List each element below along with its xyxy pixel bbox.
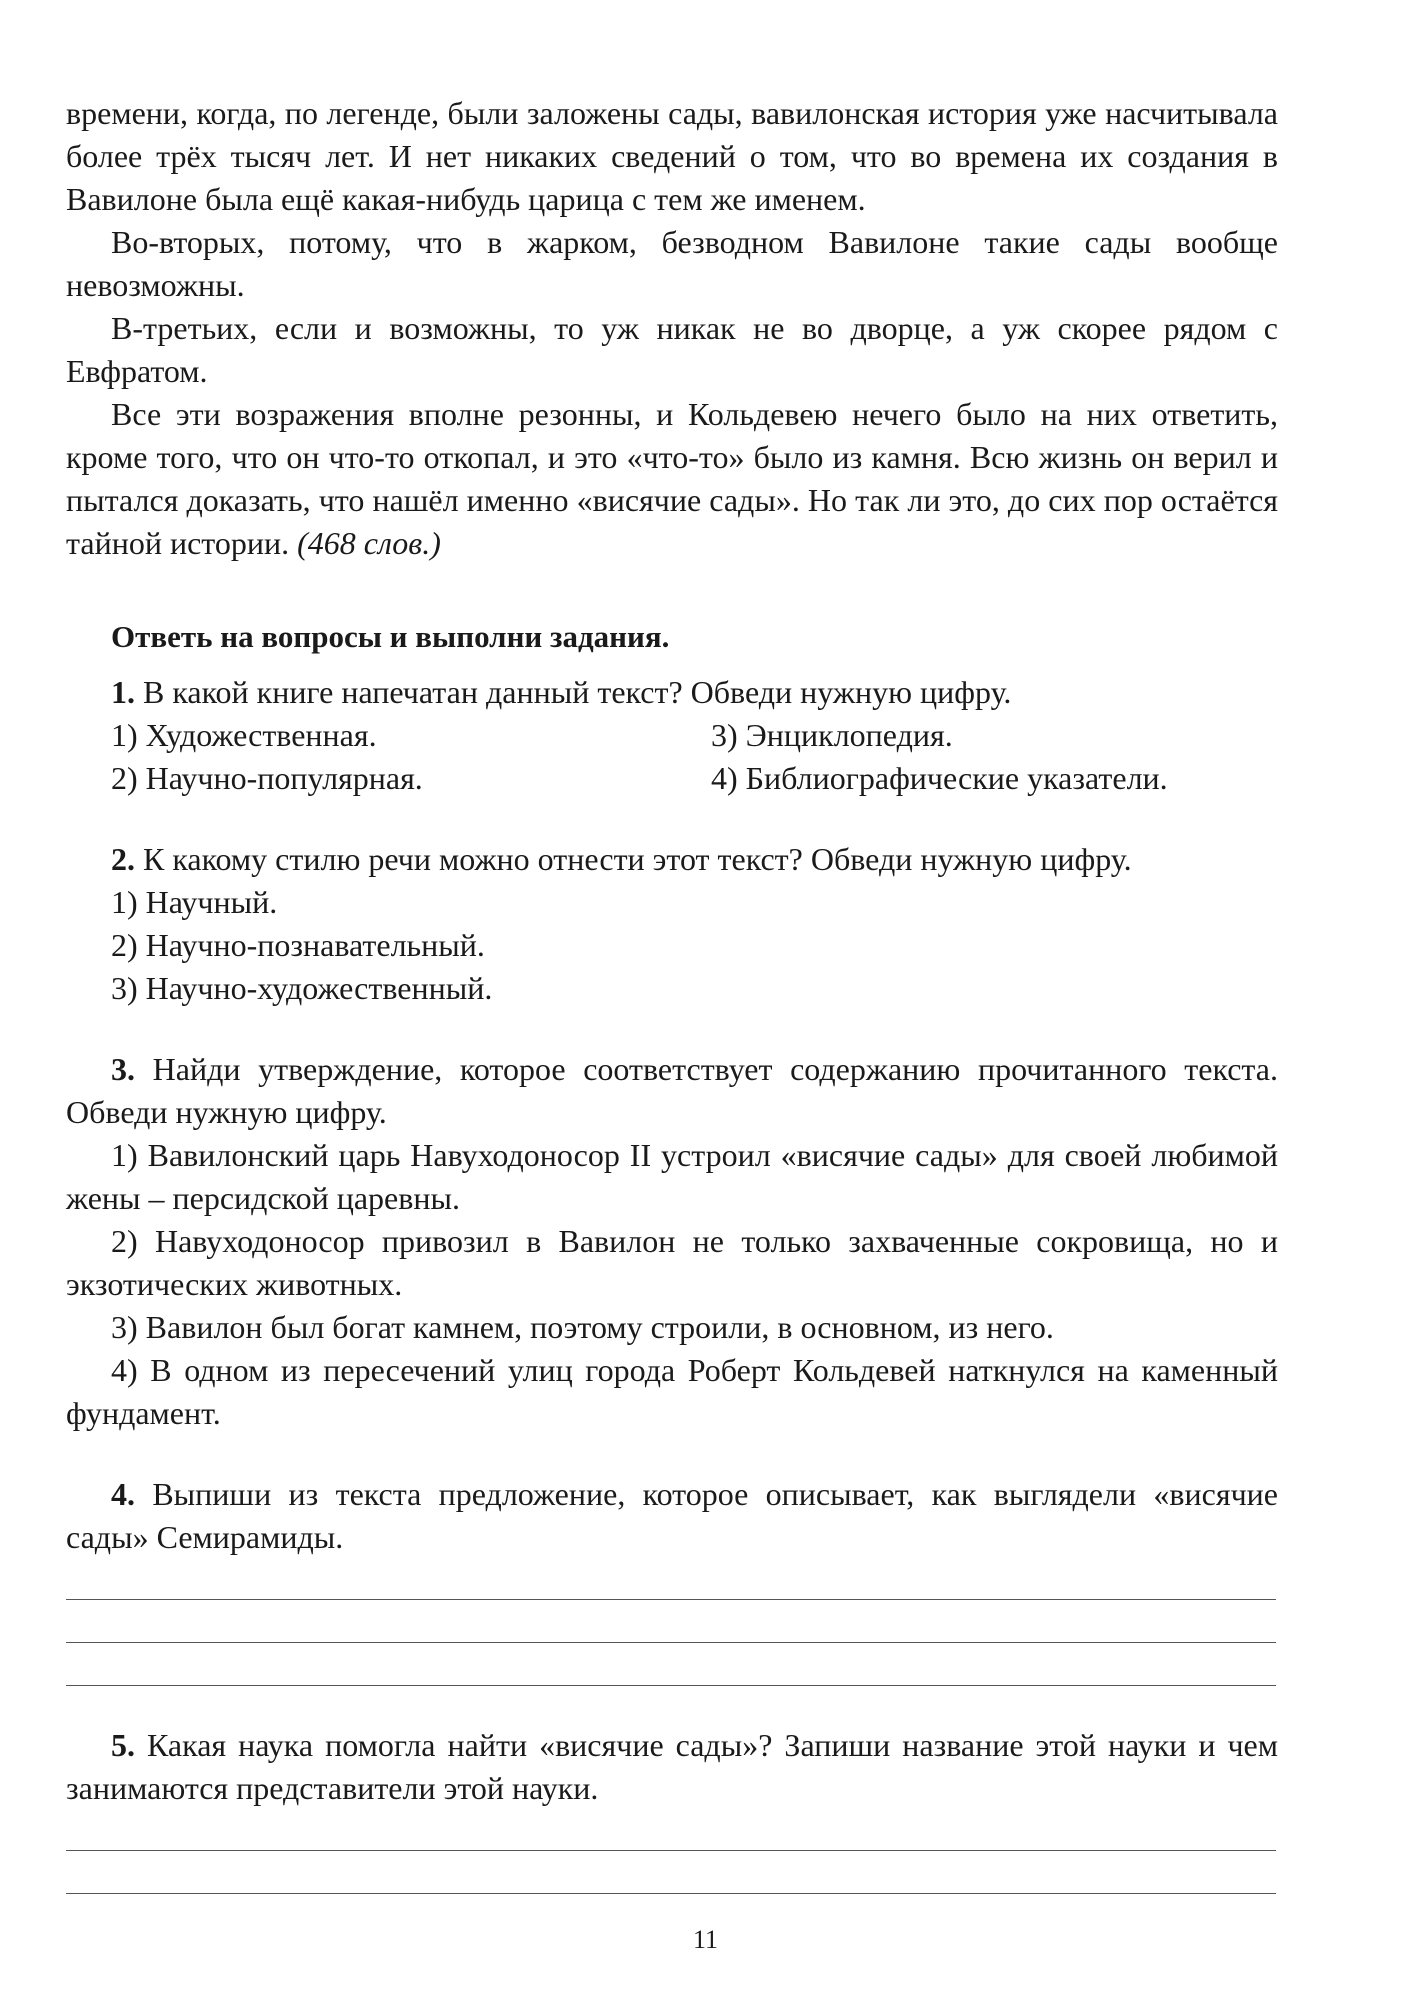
answer-line[interactable] <box>66 1850 1276 1851</box>
q3-option-3[interactable]: 3) Вавилон был богат камнем, поэтому строили, в основном, из него. <box>111 1309 1054 1345</box>
question-1 <box>66 671 1278 714</box>
q2-option-2[interactable]: 2) Научно-познавательный. <box>111 927 485 963</box>
question-5-number: 5. <box>111 1727 135 1763</box>
answer-line[interactable] <box>66 1685 1276 1686</box>
question-3 <box>66 1048 1278 1134</box>
question-1-number: 1. <box>111 674 135 710</box>
question-3-number: 3. <box>111 1051 135 1087</box>
paragraph-4 <box>66 393 1278 565</box>
paragraph-1 <box>66 92 1278 221</box>
question-4 <box>66 1473 1278 1559</box>
question-5-answer-lines[interactable] <box>66 1850 1278 1894</box>
q3-option-4[interactable]: 4) В одном из пересечений улиц города Роберт Кольдевей наткнулся на каменный фундамент. <box>66 1352 1278 1431</box>
answer-line[interactable] <box>66 1893 1276 1894</box>
word-count: (468 слов.) <box>297 525 441 561</box>
q1-option-4[interactable]: 4) Библиографические указатели. <box>711 760 1168 796</box>
question-2 <box>66 838 1278 881</box>
q2-option-3[interactable]: 3) Научно-художественный. <box>111 970 493 1006</box>
question-4-text: Выпиши из текста предложение, которое описывает, как выглядели «висячие сады» Семирамиды. <box>66 1476 1279 1555</box>
paragraph-1-text: времени, когда, по легенде, были заложены сады, вавилонская история уже насчитывала более трёх тысяч лет. И нет никаких сведений о том, что во времена их создания в Вавилоне была ещё какая-нибудь царица с тем же именем. <box>66 95 1278 217</box>
paragraph-2: Во-вторых, потому, что в жарком, безводном Вавилоне такие сады вообще невозможны. <box>66 224 1278 303</box>
question-3-text: Найди утверждение, которое соответствует содержанию прочитанного текста. Обведи нужную цифру. <box>66 1051 1278 1130</box>
q1-option-1[interactable]: 1) Художественная. <box>111 717 377 753</box>
question-2-text: К какому стилю речи можно отнести этот текст? Обведи нужную цифру. <box>143 841 1132 877</box>
question-1-options <box>66 714 1278 800</box>
q1-option-3[interactable]: 3) Энциклопедия. <box>711 717 953 753</box>
paragraph-4-text: Все эти возражения вполне резонны, и Кольдевею нечего было на них ответить, кроме того, что он что-то откопал, и это «что-то» было из камня. Всю жизнь он верил и пытался доказать, что нашёл именно «висячие сады». Но так ли это, до сих пор остаётся тайной истории. <box>66 396 1278 561</box>
answer-line[interactable] <box>66 1642 1276 1643</box>
question-4-number: 4. <box>111 1476 135 1512</box>
question-4-answer-lines[interactable] <box>66 1599 1278 1686</box>
tasks-heading: Ответь на вопросы и выполни задания. <box>111 619 670 654</box>
question-2-number: 2. <box>111 841 135 877</box>
question-5-text: Какая наука помогла найти «висячие сады»? Запиши название этой науки и чем занимаются представители этой науки. <box>66 1727 1279 1806</box>
q1-option-2[interactable]: 2) Научно-популярная. <box>111 760 423 796</box>
q3-option-1[interactable]: 1) Вавилонский царь Навуходоносор II устроил «висячие сады» для своей любимой жены – персидской царевны. <box>66 1137 1278 1216</box>
question-5 <box>66 1724 1278 1810</box>
q3-option-2[interactable]: 2) Навуходоносор привозил в Вавилон не только захваченные сокровища, но и экзотических животных. <box>66 1223 1278 1302</box>
question-1-text: В какой книге напечатан данный текст? Обведи нужную цифру. <box>143 674 1012 710</box>
page-number: 11 <box>692 1925 719 1954</box>
page-content <box>66 92 1278 1894</box>
paragraph-3: В-третьих, если и возможны, то уж никак не во дворце, а уж скорее рядом с Евфратом. <box>66 310 1278 389</box>
q2-option-1[interactable]: 1) Научный. <box>111 884 278 920</box>
answer-line[interactable] <box>66 1599 1276 1600</box>
